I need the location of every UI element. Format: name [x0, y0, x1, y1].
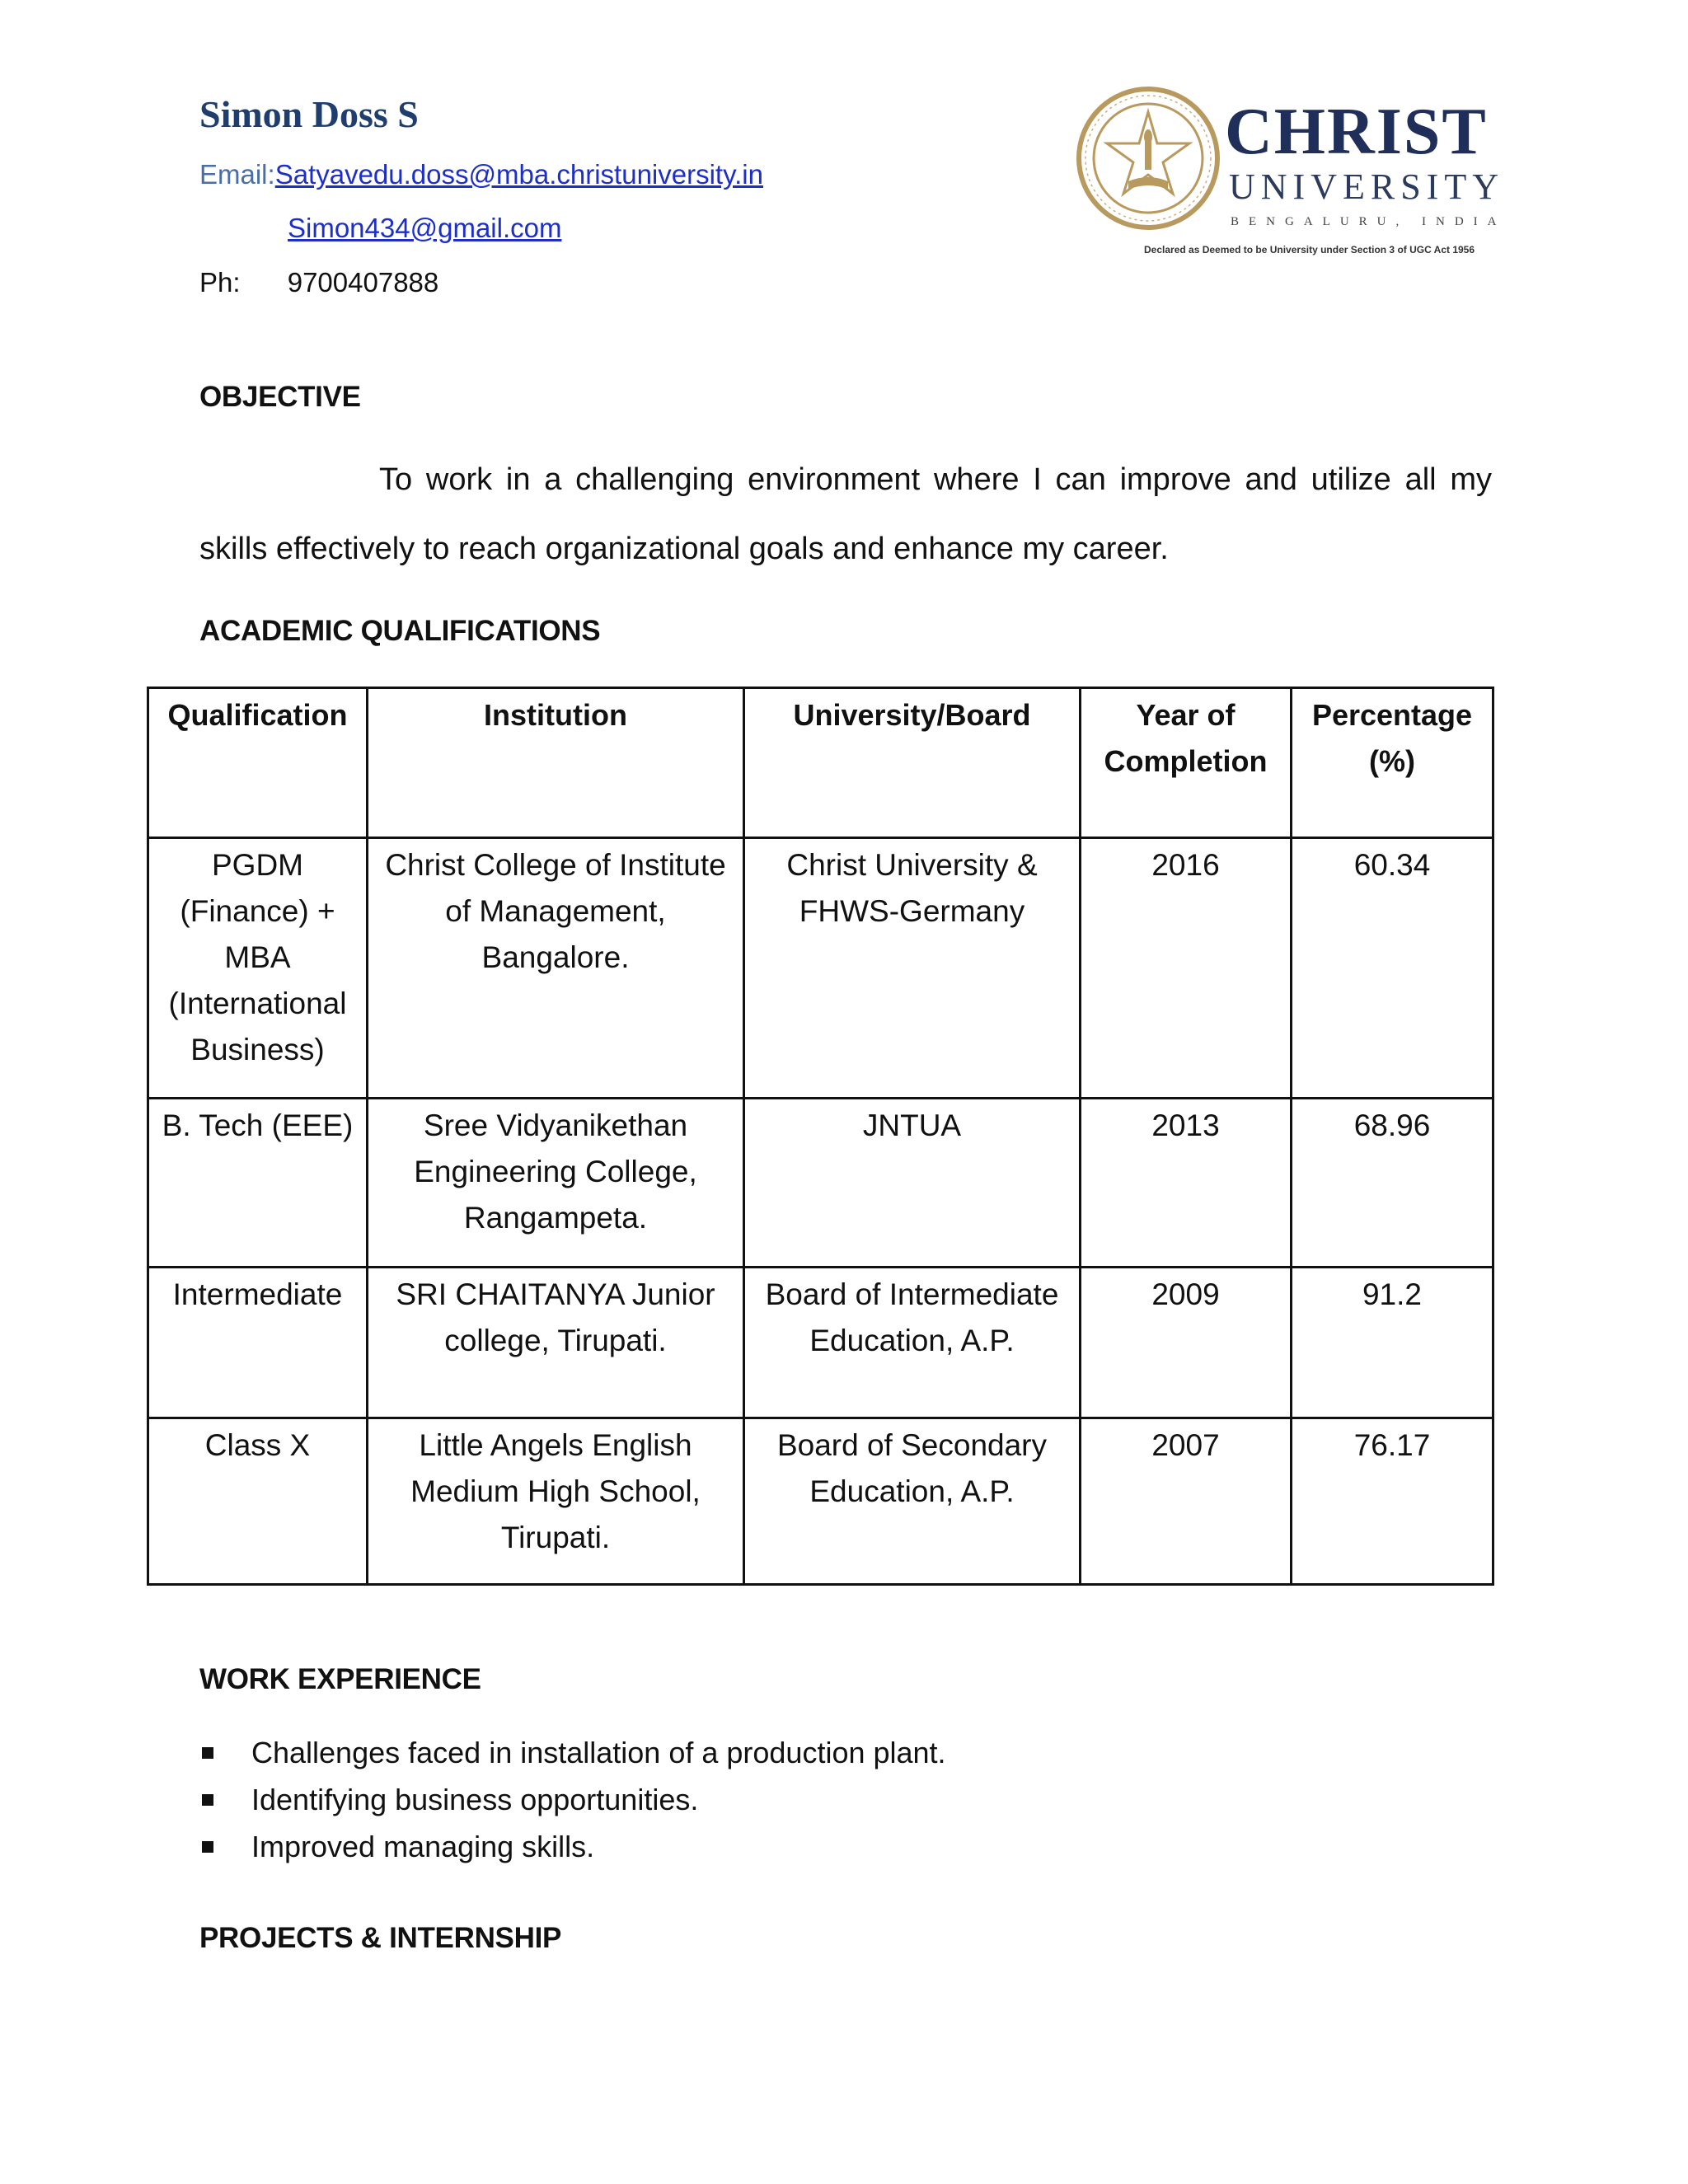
table-cell: B. Tech (EEE)	[148, 1099, 368, 1268]
column-header: Percentage (%)	[1292, 688, 1493, 838]
table-cell: PGDM (Finance) + MBA (International Business)	[148, 838, 368, 1099]
table-row	[148, 1418, 1493, 1585]
email-line	[199, 159, 763, 190]
phone-label: Ph:	[199, 267, 241, 298]
university-logo	[1074, 82, 1515, 264]
table-cell: 91.2	[1292, 1268, 1493, 1418]
table-cell: SRI CHAITANYA Junior college, Tirupati.	[368, 1268, 744, 1418]
list-item-text: Improved managing skills.	[251, 1830, 595, 1863]
table-cell: 76.17	[1292, 1418, 1493, 1585]
table-cell: 2016	[1081, 838, 1292, 1099]
bullet-square-icon	[202, 1747, 213, 1759]
table-row	[148, 838, 1493, 1099]
table-cell: Christ College of Institute of Management, Bangalore.	[368, 838, 744, 1099]
table-cell: 2009	[1081, 1268, 1292, 1418]
university-seal-icon	[1074, 84, 1222, 232]
phone-number: 9700407888	[287, 267, 439, 298]
table-cell: Board of Intermediate Education, A.P.	[744, 1268, 1081, 1418]
table-row	[148, 1099, 1493, 1268]
column-header: Institution	[368, 688, 744, 838]
table-row	[148, 1268, 1493, 1418]
bullet-square-icon	[202, 1794, 213, 1806]
table-cell: Board of Secondary Education, A.P.	[744, 1418, 1081, 1585]
logo-subtitle: UNIVERSITY	[1229, 166, 1504, 207]
list-item-text: Identifying business opportunities.	[251, 1783, 699, 1816]
projects-heading: PROJECTS & INTERNSHIP	[199, 1922, 562, 1954]
list-item	[199, 1776, 946, 1823]
table-cell: Christ University & FHWS-Germany	[744, 838, 1081, 1099]
objective-heading: OBJECTIVE	[199, 381, 361, 413]
table-cell: 60.34	[1292, 838, 1493, 1099]
qualifications-table	[147, 687, 1494, 1586]
column-header: University/Board	[744, 688, 1081, 838]
list-item	[199, 1823, 946, 1870]
bullet-square-icon	[202, 1841, 213, 1853]
list-item	[199, 1729, 946, 1776]
table-cell: Intermediate	[148, 1268, 368, 1418]
email-secondary-line	[288, 213, 561, 244]
work-heading: WORK EXPERIENCE	[199, 1663, 481, 1695]
candidate-name: Simon Doss S	[199, 93, 419, 135]
column-header: Qualification	[148, 688, 368, 838]
logo-city: BENGALURU, INDIA	[1231, 215, 1507, 228]
table-cell: JNTUA	[744, 1099, 1081, 1268]
email-label: Email:	[199, 159, 275, 190]
objective-text: To work in a challenging environment where I can improve and utilize all my skills effectively to reach organizational goals and enhance my career.	[199, 462, 1492, 566]
table-cell: 2013	[1081, 1099, 1292, 1268]
column-header: Year of Completion	[1081, 688, 1292, 838]
table-cell: Little Angels English Medium High School, Tirupati.	[368, 1418, 744, 1585]
table-header-row	[148, 688, 1493, 838]
logo-note: Declared as Deemed to be University under Section 3 of UGC Act 1956	[1144, 244, 1475, 255]
table-cell: 68.96	[1292, 1099, 1493, 1268]
table-cell: 2007	[1081, 1418, 1292, 1585]
email-secondary-link[interactable]: Simon434@gmail.com	[288, 213, 562, 243]
email-primary-link[interactable]: Satyavedu.doss@mba.christuniversity.in	[274, 159, 763, 190]
table-cell: Sree Vidyanikethan Engineering College, Rangampeta.	[368, 1099, 744, 1268]
phone-line	[199, 267, 438, 298]
logo-title: CHRIST	[1225, 96, 1488, 168]
list-item-text: Challenges faced in installation of a production plant.	[251, 1736, 946, 1769]
academic-heading: ACADEMIC QUALIFICATIONS	[199, 615, 601, 647]
table-cell: Class X	[148, 1418, 368, 1585]
work-list	[199, 1729, 946, 1870]
